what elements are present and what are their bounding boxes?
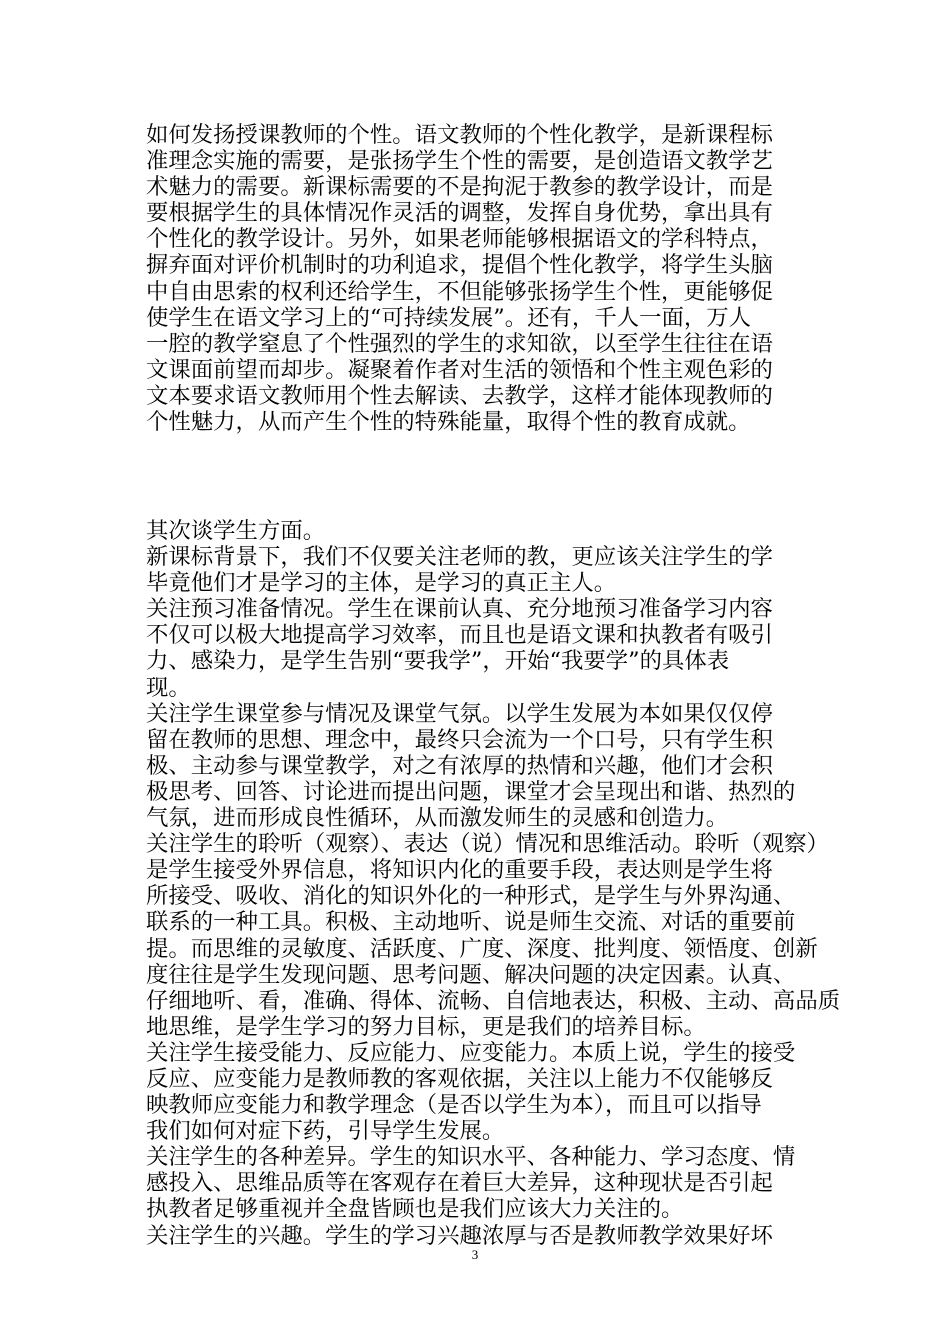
section-2-line: 极思考、回答、讨论进而提出问题，课堂才会呈现出和谐、热烈的 xyxy=(146,778,796,805)
section-2-line: 毕竟他们才是学习的主体，是学习的真正主人。 xyxy=(146,570,617,597)
section-2-line: 我们如何对症下药，引导学生发展。 xyxy=(146,1118,505,1145)
section-2-line: 感投入、思维品质等在客观存在着巨大差异，这种现状是否引起 xyxy=(146,1170,773,1197)
section-2-line: 提。而思维的灵敏度、活跃度、广度、深度、批判度、领悟度、创新 xyxy=(146,935,818,962)
section-2-line: 留在教师的思想、理念中，最终只会流为一个口号，只有学生积 xyxy=(146,726,773,753)
section-2-line: 关注学生接受能力、反应能力、应变能力。本质上说，学生的接受 xyxy=(146,1039,796,1066)
paragraph-1-line: 个性化的教学设计。另外，如果老师能够根据语文的学科特点， xyxy=(146,226,773,253)
section-2-line: 联系的一种工具。积极、主动地听、说是师生交流、对话的重要前 xyxy=(146,909,796,936)
section-2-line: 现。 xyxy=(146,674,191,701)
paragraph-1-line: 一腔的教学窒息了个性强烈的学生的求知欲，以至学生往往在语 xyxy=(146,330,773,357)
paragraph-1-line: 摒弃面对评价机制时的功利追求，提倡个性化教学，将学生头脑 xyxy=(146,252,773,279)
section-2-line: 其次谈学生方面。 xyxy=(146,518,326,544)
section-student-aspects xyxy=(146,518,841,1249)
page-number: 3 xyxy=(471,1247,479,1262)
paragraph-1-line: 文本要求语文教师用个性去解读、去教学，这样才能体现教师的 xyxy=(146,382,773,409)
paragraph-1-line: 要根据学生的具体情况作灵活的调整，发挥自身优势，拿出具有 xyxy=(146,200,773,227)
paragraph-1-line: 文课面前望而却步。凝聚着作者对生活的领悟和个性主观色彩的 xyxy=(146,356,773,383)
paragraph-1-line: 使学生在语文学习上的“可持续发展”。还有，千人一面，万人 xyxy=(146,304,752,331)
section-2-line: 不仅可以极大地提高学习效率，而且也是语文课和执教者有吸引 xyxy=(146,622,773,649)
paragraph-1-line: 准理念实施的需要，是张扬学生个性的需要，是创造语文教学艺 xyxy=(146,148,773,175)
paragraph-1-line: 如何发扬授课教师的个性。语文教师的个性化教学，是新课程标 xyxy=(146,122,773,148)
paragraph-1-line: 个性魅力，从而产生个性的特殊能量，取得个性的教育成就。 xyxy=(146,409,751,436)
section-2-line: 仔细地听、看，准确、得体、流畅、自信地表达，积极、主动、高品质 xyxy=(146,987,841,1014)
paragraph-1-line: 中自由思索的权利还给学生，不但能够张扬学生个性，更能够促 xyxy=(146,278,773,305)
section-2-line: 地思维，是学生学习的努力目标，更是我们的培养目标。 xyxy=(146,1013,706,1040)
section-2-line: 关注学生的各种差异。学生的知识水平、各种能力、学习态度、情 xyxy=(146,1144,796,1171)
section-2-line: 关注学生的兴趣。学生的学习兴趣浓厚与否是教师教学效果好坏 xyxy=(146,1222,773,1249)
paragraph-teacher-individuality xyxy=(146,122,812,435)
section-2-line: 度往往是学生发现问题、思考问题、解决问题的决定因素。认真、 xyxy=(146,961,796,988)
section-2-line: 关注学生的聆听（观察）、表达（说）情况和思维活动。聆听（观察） xyxy=(146,831,829,858)
section-2-line: 极、主动参与课堂教学，对之有浓厚的热情和兴趣，他们才会积 xyxy=(146,752,773,779)
section-2-line: 气氛，进而形成良性循环，从而激发师生的灵感和创造力。 xyxy=(146,805,729,832)
section-2-line: 执教者足够重视并全盘皆顾也是我们应该大力关注的。 xyxy=(146,1196,684,1223)
section-2-line: 关注预习准备情况。学生在课前认真、充分地预习准备学习内容 xyxy=(146,596,773,623)
section-2-line: 是学生接受外界信息，将知识内化的重要手段，表达则是学生将 xyxy=(146,857,773,884)
section-2-line: 反应、应变能力是教师教的客观依据，关注以上能力不仅能够反 xyxy=(146,1065,773,1092)
section-2-line: 力、感染力，是学生告别“要我学”，开始“我要学”的具体表 xyxy=(146,648,730,675)
section-2-line: 映教师应变能力和教学理念（是否以学生为本），而且可以指导 xyxy=(146,1092,762,1119)
section-2-line: 所接受、吸收、消化的知识外化的一种形式，是学生与外界沟通、 xyxy=(146,883,796,910)
section-2-line: 新课标背景下，我们不仅要关注老师的教，更应该关注学生的学 xyxy=(146,544,773,571)
section-2-line: 关注学生课堂参与情况及课堂气氛。以学生发展为本如果仅仅停 xyxy=(146,700,773,727)
paragraph-1-line: 术魅力的需要。新课标需要的不是拘泥于教参的教学设计，而是 xyxy=(146,174,773,201)
